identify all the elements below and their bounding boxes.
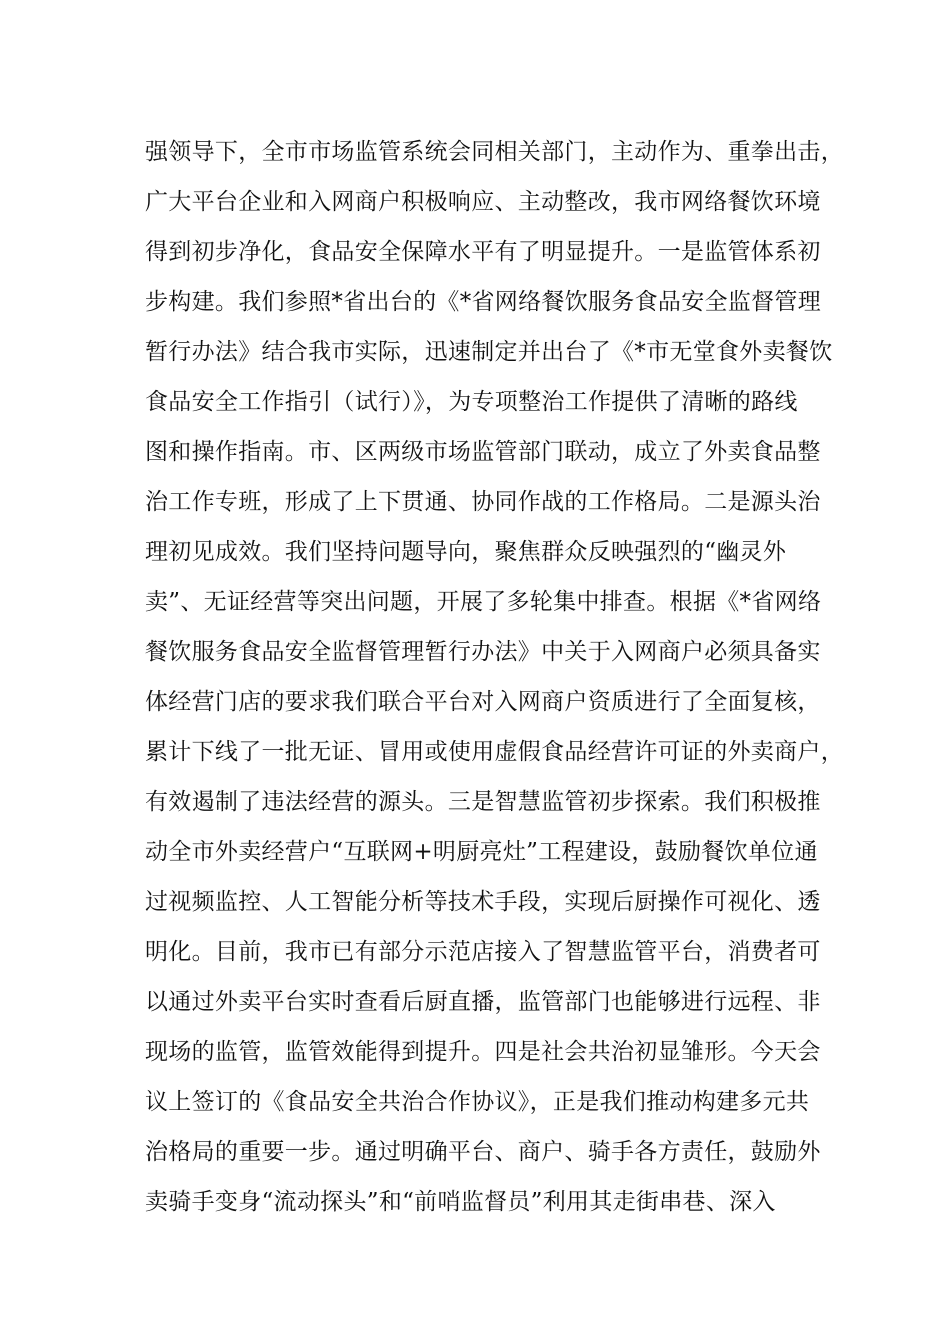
text-line: 得到初步净化，食品安全保障水平有了明显提升。一是监管体系初: [145, 239, 821, 265]
text-line: 强领导下，全市市场监管系统会同相关部门，主动作为、重拳出击，: [145, 139, 844, 165]
text-line: 理初见成效。我们坚持问题导向，聚焦群众反映强烈的“幽灵外: [145, 539, 787, 565]
text-line: 过视频监控、人工智能分析等技术手段，实现后厨操作可视化、透: [145, 889, 821, 915]
text-line: 餐饮服务食品安全监督管理暂行办法》中关于入网商户必须具备实: [145, 639, 821, 665]
text-line: 广大平台企业和入网商户积极响应、主动整改，我市网络餐饮环境: [145, 189, 821, 215]
text-line: 暂行办法》结合我市实际，迅速制定并出台了《*市无堂食外卖餐饮: [145, 339, 833, 365]
text-line: 以通过外卖平台实时查看后厨直播，监管部门也能够进行远程、非: [145, 989, 821, 1015]
text-line: 治格局的重要一步。通过明确平台、商户、骑手各方责任，鼓励外: [145, 1139, 821, 1165]
text-line: 累计下线了一批无证、冒用或使用虚假食品经营许可证的外卖商户，: [145, 739, 844, 765]
text-line: 步构建。我们参照*省出台的《*省网络餐饮服务食品安全监督管理: [145, 289, 821, 315]
text-line: 图和操作指南。市、区两级市场监管部门联动，成立了外卖食品整: [145, 439, 821, 465]
text-line: 卖”、无证经营等突出问题，开展了多轮集中排查。根据《*省网络: [145, 589, 822, 615]
text-line: 卖骑手变身“流动探头”和“前哨监督员”利用其走街串巷、深入: [145, 1189, 776, 1215]
text-line: 明化。目前，我市已有部分示范店接入了智慧监管平台，消费者可: [145, 939, 821, 965]
text-line: 治工作专班，形成了上下贯通、协同作战的工作格局。二是源头治: [145, 489, 821, 515]
body-text: [145, 132, 845, 1232]
text-line: 议上签订的《食品安全共治合作协议》，正是我们推动构建多元共: [145, 1089, 810, 1115]
text-line: 食品安全工作指引（试行）》，为专项整治工作提供了清晰的路线: [145, 389, 798, 415]
text-line: 动全市外卖经营户“互联网+明厨亮灶”工程建设，鼓励餐饮单位通: [145, 839, 818, 865]
text-line: 有效遏制了违法经营的源头。三是智慧监管初步探索。我们积极推: [145, 789, 821, 815]
text-line: 现场的监管，监管效能得到提升。四是社会共治初显雏形。今天会: [145, 1039, 821, 1065]
text-line: 体经营门店的要求我们联合平台对入网商户资质进行了全面复核，: [145, 689, 821, 715]
